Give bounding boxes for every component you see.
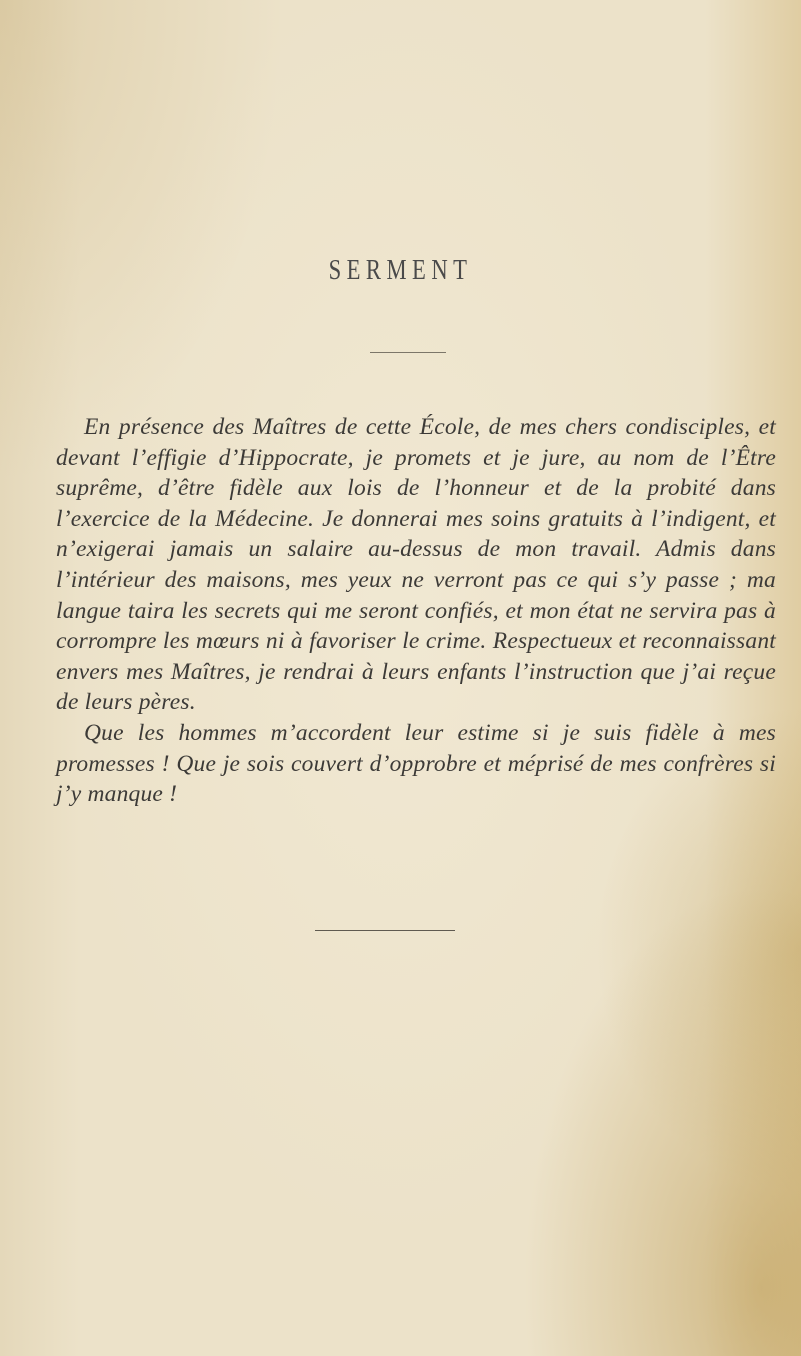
oath-paragraph-1: En présence des Maîtres de cette École, de mes chers condisciples, et devant l’effigie d’Hippocrate, je promets et je jure, au nom de l’Être suprême, d’être fidèle aux lois de l’honneur et de la probité dans l’exercice de la Médecine. Je donnerai mes soins gratuits à l’indigent, et n’exigerai jamais un salaire au-dessus de mon travail. Admis dans l’intérieur des maisons, mes yeux ne verront pas ce qui s’y passe ; ma langue taira les secrets qui me seront confiés, et mon état ne servira pas à corrompre les mœurs ni à favoriser le crime. Respectueux et reconnaissant envers mes Maîtres, je rendrai à leurs enfants l’instruction que j’ai reçue de leurs pères. — [56, 414, 776, 716]
title-divider — [370, 352, 446, 353]
closing-divider — [315, 930, 455, 931]
page-title: SERMENT — [328, 254, 473, 286]
oath-paragraph-2: Que les hommes m’accordent leur estime si je suis fidèle à mes promesses ! Que je sois couvert d’opprobre et méprisé de mes confrères si j’y manque ! — [56, 719, 776, 808]
oath-text — [56, 412, 776, 810]
